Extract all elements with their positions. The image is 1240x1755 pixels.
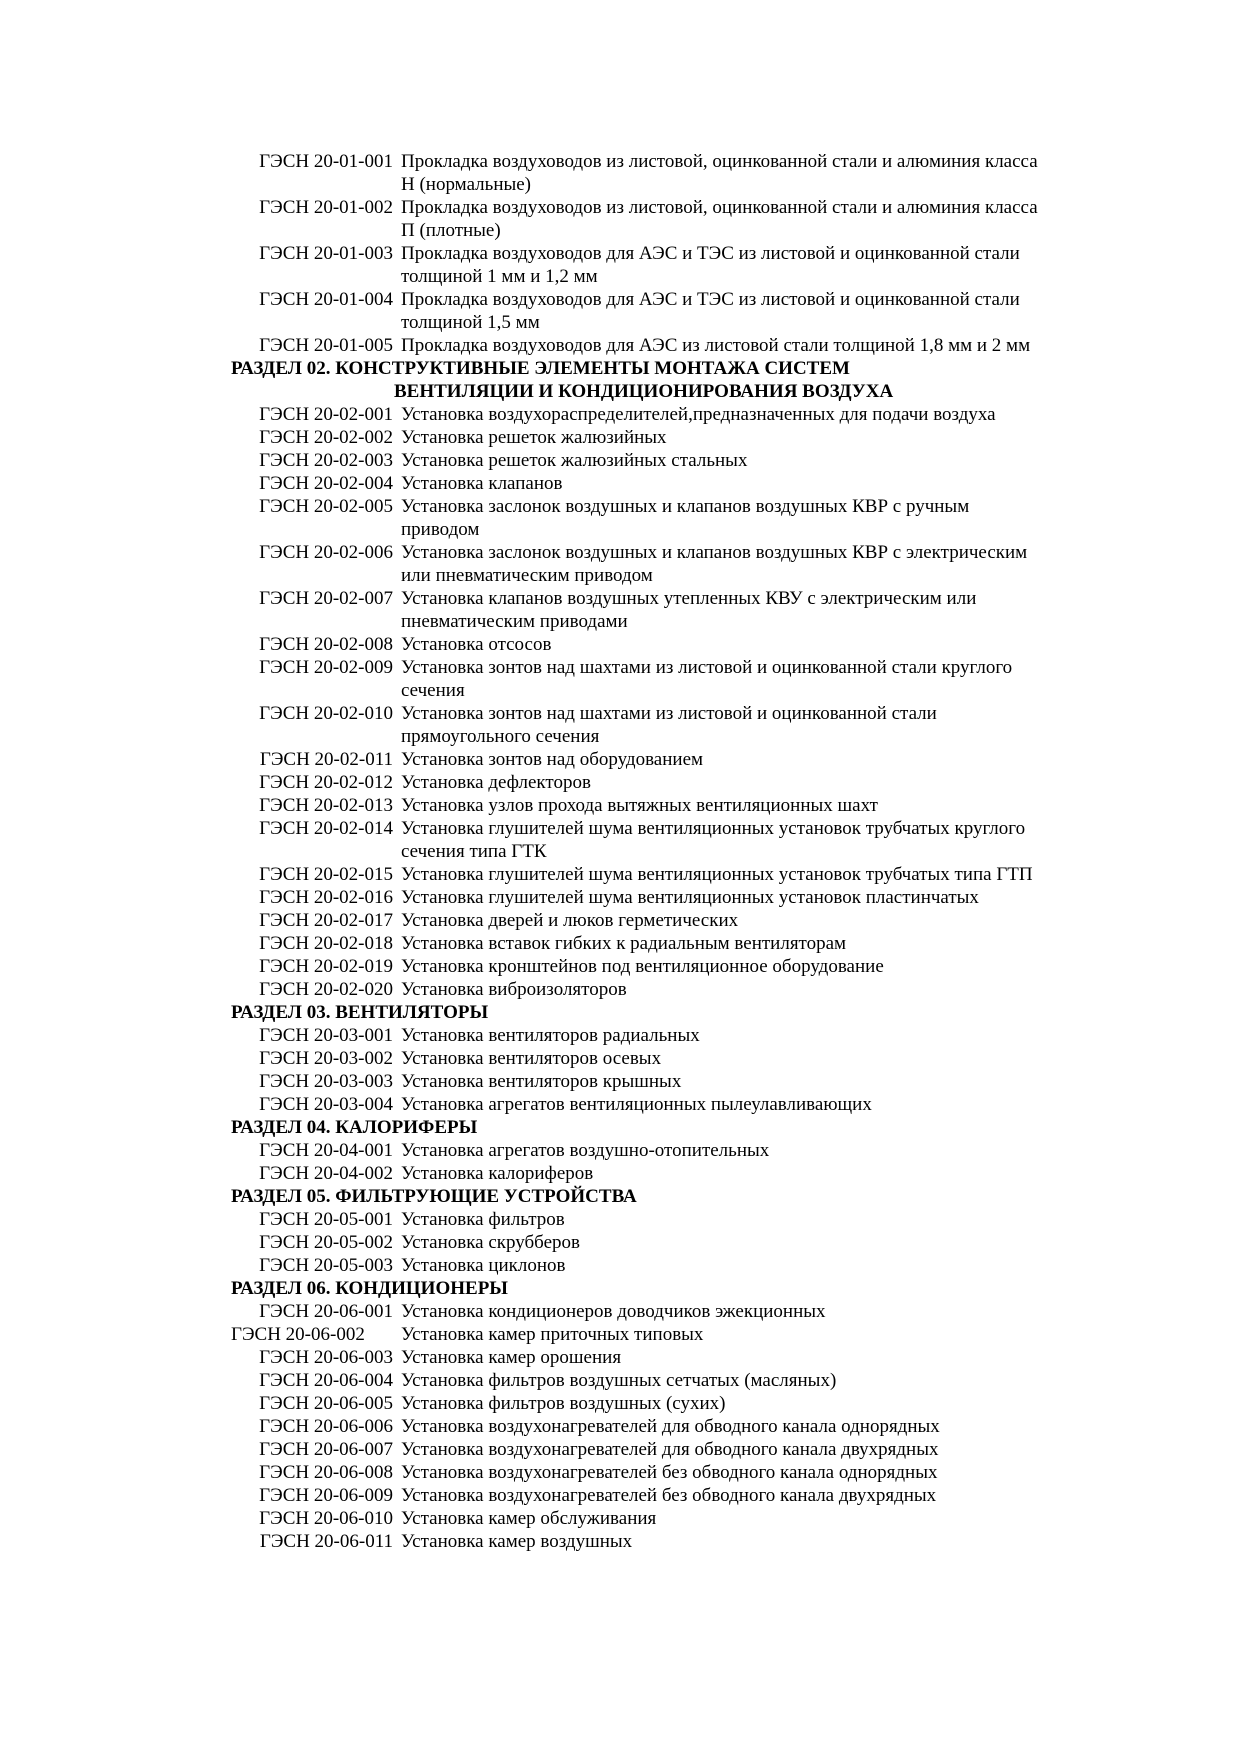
- item-text: Установка решеток жалюзийных стальных: [401, 450, 748, 471]
- item-text: Прокладка воздуховодов для АЭС и ТЭС из листовой и оцинкованной стали толщиной 1 мм и 1,2 мм: [401, 243, 1020, 287]
- item-text: Прокладка воздуховодов для АЭС из листовой стали толщиной 1,8 мм и 2 мм: [401, 335, 1031, 356]
- list-item: [231, 702, 1051, 748]
- list-item: [231, 955, 1051, 978]
- item-text: Установка узлов прохода вытяжных вентиляционных шахт: [401, 795, 878, 816]
- item-text: Установка камер обслуживания: [401, 1508, 657, 1529]
- list-item: [231, 1323, 1051, 1346]
- list-item: [231, 1484, 1051, 1507]
- item-text: Установка кондиционеров доводчиков эжекционных: [401, 1301, 826, 1322]
- item-code: ГЭСН 20-02-009: [259, 657, 393, 678]
- item-text: Установка скрубберов: [401, 1232, 580, 1253]
- item-code: ГЭСН 20-05-001: [259, 1209, 393, 1230]
- item-text: Установка агрегатов воздушно-отопительных: [401, 1140, 770, 1161]
- item-text: Установка воздухонагревателей без обводного канала однорядных: [401, 1462, 938, 1483]
- item-code: ГЭСН 20-01-002: [259, 197, 393, 218]
- item-text: Установка глушителей шума вентиляционных установок пластинчатых: [401, 887, 979, 908]
- item-text: Установка циклонов: [401, 1255, 566, 1276]
- item-code: ГЭСН 20-05-002: [259, 1232, 393, 1253]
- item-code: ГЭСН 20-06-005: [259, 1393, 393, 1414]
- item-text: Установка глушителей шума вентиляционных установок трубчатых типа ГТП: [401, 864, 1033, 885]
- list-item: [231, 1507, 1051, 1530]
- list-item: [231, 1461, 1051, 1484]
- item-code: ГЭСН 20-02-014: [259, 818, 393, 839]
- item-text: Установка отсосов: [401, 634, 552, 655]
- item-text: Прокладка воздуховодов из листовой, оцинкованной стали и алюминия класса Н (нормальные): [401, 151, 1038, 195]
- list-item: [231, 1438, 1051, 1461]
- item-text: Установка вентиляторов осевых: [401, 1048, 662, 1069]
- item-code: ГЭСН 20-03-004: [259, 1094, 393, 1115]
- item-code: ГЭСН 20-01-004: [259, 289, 393, 310]
- item-text: Установка зонтов над оборудованием: [401, 749, 704, 770]
- item-text: Установка вставок гибких к радиальным вентиляторам: [401, 933, 847, 954]
- item-text: Установка клапанов: [401, 473, 563, 494]
- list-item: [231, 1024, 1051, 1047]
- section-heading-03: РАЗДЕЛ 03. ВЕНТИЛЯТОРЫ: [231, 1002, 489, 1023]
- item-code: ГЭСН 20-06-001: [259, 1301, 393, 1322]
- document-page: [231, 150, 1051, 1553]
- item-code: ГЭСН 20-06-011: [259, 1531, 393, 1552]
- list-item: [231, 587, 1051, 633]
- item-text: Установка фильтров воздушных (сухих): [401, 1393, 726, 1414]
- item-code: ГЭСН 20-06-007: [259, 1439, 393, 1460]
- item-code: ГЭСН 20-02-017: [259, 910, 393, 931]
- item-text: Установка воздухораспределителей,предназначенных для подачи воздуха: [401, 404, 996, 425]
- list-item: [231, 1530, 1051, 1553]
- item-code: ГЭСН 20-06-003: [259, 1347, 393, 1368]
- item-text: Прокладка воздуховодов из листовой, оцинкованной стали и алюминия класса П (плотные): [401, 197, 1038, 241]
- item-text: Установка фильтров: [401, 1209, 565, 1230]
- item-text: Установка клапанов воздушных утепленных КВУ с электрическим или пневматическим приводами: [401, 588, 977, 632]
- item-text: Установка калориферов: [401, 1163, 594, 1184]
- list-item: [231, 817, 1051, 863]
- item-code: ГЭСН 20-06-004: [259, 1370, 393, 1391]
- list-item: [231, 1208, 1051, 1231]
- list-item: [231, 932, 1051, 955]
- item-code: ГЭСН 20-02-005: [259, 496, 393, 517]
- section-heading-02: [231, 357, 1051, 403]
- item-text: Установка воздухонагревателей без обводного канала двухрядных: [401, 1485, 937, 1506]
- item-text: Установка глушителей шума вентиляционных установок трубчатых круглого сечения типа ГТК: [401, 818, 1026, 862]
- item-code: ГЭСН 20-02-016: [259, 887, 393, 908]
- item-code: ГЭСН 20-05-003: [259, 1255, 393, 1276]
- list-item: [231, 1070, 1051, 1093]
- item-text: Установка заслонок воздушных и клапанов воздушных КВР с ручным приводом: [401, 496, 970, 540]
- item-text: Установка виброизоляторов: [401, 979, 627, 1000]
- item-text: Установка зонтов над шахтами из листовой и оцинкованной стали круглого сечения: [401, 657, 1013, 701]
- list-item: [231, 633, 1051, 656]
- list-item: [231, 1415, 1051, 1438]
- item-code: ГЭСН 20-02-013: [259, 795, 393, 816]
- item-code: ГЭСН 20-03-002: [259, 1048, 393, 1069]
- item-code: ГЭСН 20-06-006: [259, 1416, 393, 1437]
- item-code: ГЭСН 20-02-008: [259, 634, 393, 655]
- item-text: Установка воздухонагревателей для обводного канала двухрядных: [401, 1439, 939, 1460]
- item-text: Установка агрегатов вентиляционных пылеулавливающих: [401, 1094, 872, 1115]
- list-item: [231, 495, 1051, 541]
- item-code: ГЭСН 20-02-001: [259, 404, 393, 425]
- item-text: Установка фильтров воздушных сетчатых (масляных): [401, 1370, 837, 1391]
- item-code: ГЭСН 20-04-001: [259, 1140, 393, 1161]
- list-item: [231, 1346, 1051, 1369]
- list-item: [231, 449, 1051, 472]
- list-item: [231, 1047, 1051, 1070]
- item-code: ГЭСН 20-02-007: [259, 588, 393, 609]
- item-code: ГЭСН 20-02-018: [259, 933, 393, 954]
- section-heading-04: РАЗДЕЛ 04. КАЛОРИФЕРЫ: [231, 1117, 478, 1138]
- list-item: [231, 978, 1051, 1001]
- item-code: ГЭСН 20-02-006: [259, 542, 393, 563]
- item-text: Установка зонтов над шахтами из листовой и оцинкованной стали прямоугольного сечения: [401, 703, 937, 747]
- list-item: [231, 886, 1051, 909]
- item-text: Установка камер орошения: [401, 1347, 622, 1368]
- list-item: [231, 1139, 1051, 1162]
- item-code: ГЭСН 20-02-015: [259, 864, 393, 885]
- list-item: [231, 1369, 1051, 1392]
- item-text: Прокладка воздуховодов для АЭС и ТЭС из листовой и оцинкованной стали толщиной 1,5 мм: [401, 289, 1020, 333]
- item-text: Установка решеток жалюзийных: [401, 427, 667, 448]
- item-code: ГЭСН 20-04-002: [259, 1163, 393, 1184]
- list-item: [231, 196, 1051, 242]
- list-item: [231, 1231, 1051, 1254]
- list-item: [231, 426, 1051, 449]
- item-text: Установка воздухонагревателей для обводного канала однорядных: [401, 1416, 940, 1437]
- item-text: Установка дверей и люков герметических: [401, 910, 739, 931]
- item-text: Установка камер воздушных: [401, 1531, 633, 1552]
- list-item: [231, 242, 1051, 288]
- list-item: [231, 1300, 1051, 1323]
- list-item: [231, 656, 1051, 702]
- list-item: [231, 909, 1051, 932]
- item-code: ГЭСН 20-02-010: [259, 703, 393, 724]
- item-code: ГЭСН 20-03-001: [259, 1025, 393, 1046]
- item-code: ГЭСН 20-03-003: [259, 1071, 393, 1092]
- item-text: Установка камер приточных типовых: [401, 1324, 704, 1345]
- item-text: Установка вентиляторов радиальных: [401, 1025, 700, 1046]
- list-item: [231, 150, 1051, 196]
- section-heading-05: РАЗДЕЛ 05. ФИЛЬТРУЮЩИЕ УСТРОЙСТВА: [231, 1186, 637, 1207]
- list-item: [231, 863, 1051, 886]
- item-code: ГЭСН 20-01-005: [259, 335, 393, 356]
- list-item: [231, 771, 1051, 794]
- item-code: ГЭСН 20-02-019: [259, 956, 393, 977]
- list-item: [231, 1392, 1051, 1415]
- item-code: ГЭСН 20-02-020: [259, 979, 393, 1000]
- item-code: ГЭСН 20-06-010: [259, 1508, 393, 1529]
- item-code: ГЭСН 20-01-003: [259, 243, 393, 264]
- list-item: [231, 1093, 1051, 1116]
- list-item: [231, 334, 1051, 357]
- section-heading-06: РАЗДЕЛ 06. КОНДИЦИОНЕРЫ: [231, 1278, 508, 1299]
- item-code: ГЭСН 20-02-012: [259, 772, 393, 793]
- list-item: [231, 288, 1051, 334]
- section-heading-line: РАЗДЕЛ 02. КОНСТРУКТИВНЫЕ ЭЛЕМЕНТЫ МОНТАЖА СИСТЕМ: [231, 358, 850, 379]
- list-item: [231, 403, 1051, 426]
- item-code: ГЭСН 20-01-001: [259, 151, 393, 172]
- item-code: ГЭСН 20-02-011: [259, 749, 393, 770]
- section-heading-line: ВЕНТИЛЯЦИИ И КОНДИЦИОНИРОВАНИЯ ВОЗДУХА: [394, 381, 894, 402]
- list-item: [231, 794, 1051, 817]
- item-code: ГЭСН 20-02-004: [259, 473, 393, 494]
- item-text: Установка дефлекторов: [401, 772, 591, 793]
- list-item: [231, 1254, 1051, 1277]
- list-item: [231, 748, 1051, 771]
- list-item: [231, 541, 1051, 587]
- list-item: [231, 472, 1051, 495]
- item-code: ГЭСН 20-06-008: [259, 1462, 393, 1483]
- item-text: Установка вентиляторов крышных: [401, 1071, 682, 1092]
- item-text: Установка кронштейнов под вентиляционное оборудование: [401, 956, 884, 977]
- item-code: ГЭСН 20-02-003: [259, 450, 393, 471]
- item-code: ГЭСН 20-06-009: [259, 1485, 393, 1506]
- item-code: ГЭСН 20-02-002: [259, 427, 393, 448]
- item-code: ГЭСН 20-06-002: [231, 1324, 365, 1345]
- item-text: Установка заслонок воздушных и клапанов воздушных КВР с электрическим или пневматическим приводом: [401, 542, 1028, 586]
- list-item: [231, 1162, 1051, 1185]
